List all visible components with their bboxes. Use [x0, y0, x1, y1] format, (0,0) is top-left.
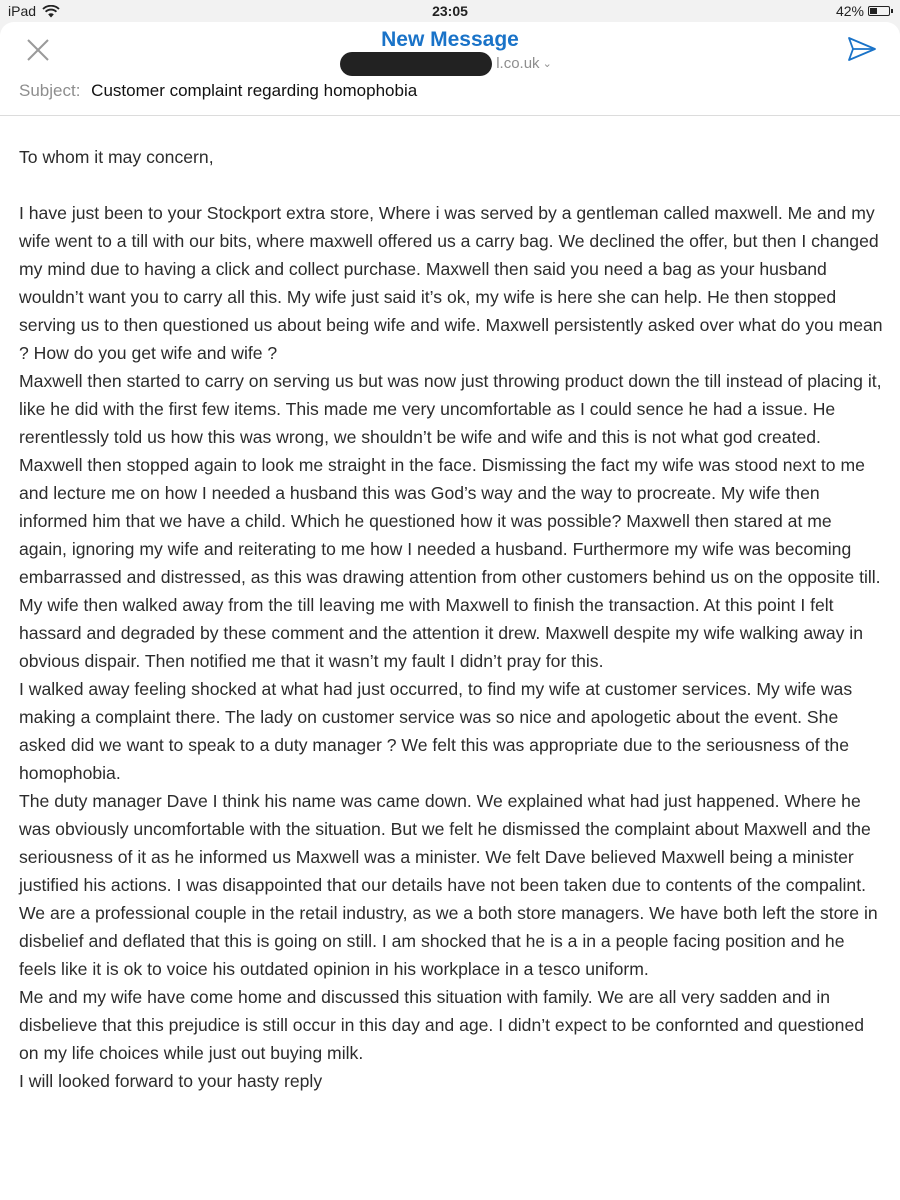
- status-right: [836, 3, 890, 19]
- body-paragraph: I will looked forward to your hasty reply: [19, 1071, 323, 1091]
- battery-percent: 42%: [835, 3, 864, 19]
- body-paragraph: I have just been to your Stockport extra store, Where i was served by a gentleman called maxwell. Me and my wife went to a till with our bits, where maxwell offered us a carry bag. We declined the offer, but then I changed my mind due to having a click and collect purchase. Maxwell then said you need a bag as your husband wouldn’t want you to carry all this. My wife just said it’s ok, my wife is here she can help. He then stopped serving us to then questioned us about being wife and wife. Maxwell persistently asked over what do you mean ? How do you get wife and wife ?: [19, 203, 883, 363]
- subject-label: Subject:: [19, 81, 81, 100]
- body-paragraph: Maxwell then stopped again to look me straight in the face. Dismissing the fact my wife was stood next to me and lecture me on how I needed a husband this was God’s way and the way to procreate. My wife then informed him that we have a child. Which he questioned how it was possible? Maxwell then stared at me again, ignoring my wife and reiterating to me how I needed a husband. Furthermore my wife was becoming embarrassed and distressed, as this was drawing attention from other customers behind us on the opposite till.: [19, 455, 881, 587]
- redacted-email: [340, 52, 492, 76]
- battery-icon: [868, 6, 890, 16]
- body-paragraph: The duty manager Dave I think his name was came down. We explained what had just happened. Where he was obviously uncomfortable with the situation. But we felt he dismissed the complaint about Maxwell and the seriousness of it as he informed us Maxwell was a minister. We felt Dave believed Maxwell being a minister justified his actions. I was disappointed that our details have not been taken due to contents of the compalint.: [19, 791, 871, 895]
- send-icon[interactable]: [846, 34, 878, 64]
- body-paragraph: Me and my wife have come home and discussed this situation with family. We are all very sadden and in disbelieve that this prejudice is still occur in this day and age. I didn’t expect to be confornted and questioned on my life choices while just out buying milk.: [19, 987, 865, 1063]
- body-paragraph: My wife then walked away from the till leaving me with Maxwell to finish the transaction. At this point I felt hassard and degraded by these comment and the attention it drew. Maxwell despite my wife walking away in obvious dispair. Then notified me that it wasn’t my fault I didn’t pray for this.: [19, 595, 863, 671]
- body-paragraph: I walked away feeling shocked at what had just occurred, to find my wife at customer services. My wife was making a complaint there. The lady on customer service was so nice and apologetic about the event. She asked did we want to speak to a duty manager ? We felt this was appropriate due to the seriousness of the homophobia.: [19, 679, 853, 783]
- status-bar: [0, 0, 900, 22]
- from-field[interactable]: [0, 52, 900, 76]
- subject-row[interactable]: [0, 78, 900, 116]
- chevron-down-icon[interactable]: ⌄: [542, 58, 552, 70]
- greeting: To whom it may concern,: [19, 147, 214, 167]
- compose-title: New Message: [381, 28, 519, 51]
- body-paragraph: Maxwell then started to carry on serving us but was now just throwing product down the till instead of placing it, like he did with the first few items. This made me very uncomfortable as I could sence he had a issue. He rerentlessly told us how this was wrong, we shouldn’t be wife and wife and this is not what god created.: [19, 371, 882, 447]
- body-paragraph: We are a professional couple in the retail industry, as we a both store managers. We have both left the store in disbelief and deflated that this is going on still. I am shocked that he is a in a people facing position and he feels like it is ok to voice his outdated opinion in his workplace in a tesco uniform.: [19, 903, 878, 979]
- status-time: 23:05: [432, 3, 468, 19]
- compose-header: [0, 22, 900, 78]
- message-body[interactable]: [19, 143, 884, 1095]
- from-address: l.co.uk: [496, 55, 540, 72]
- compose-sheet: [0, 22, 900, 1200]
- subject-input[interactable]: Customer complaint regarding homophobia: [91, 81, 418, 100]
- device-label: iPad: [8, 3, 37, 19]
